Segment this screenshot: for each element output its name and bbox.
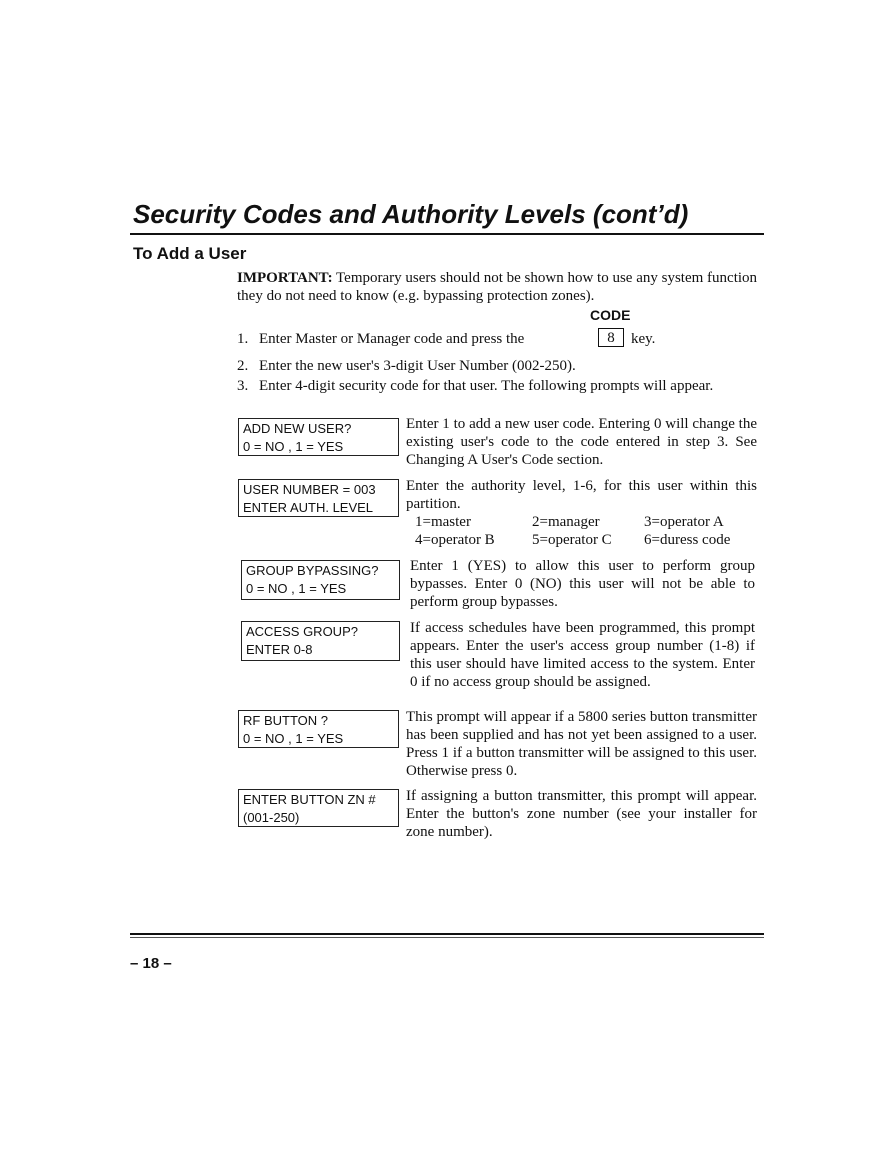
authority-level: 2=manager — [532, 514, 600, 530]
title-divider — [130, 233, 764, 235]
lcd-line-2: (001-250) — [243, 810, 300, 825]
lcd-prompt-rf-button — [238, 710, 399, 748]
step-1 — [237, 330, 524, 348]
code-label: CODE — [590, 307, 631, 323]
step-number: 2. — [237, 358, 249, 374]
authority-level: 3=operator A — [644, 514, 724, 530]
step-3 — [237, 377, 737, 395]
lcd-prompt-add-new-user — [238, 418, 399, 456]
step-text: Enter the new user's 3-digit User Number (002-250). — [259, 358, 576, 374]
page-number: – 18 – — [130, 955, 172, 972]
page-title: Security Codes and Authority Levels (cont’d) — [133, 199, 689, 229]
prompt-description: Enter 1 (YES) to allow this user to perform group bypasses. Enter 0 (NO) this user will not be able to perform group bypasses. — [410, 558, 755, 610]
prompt-description: This prompt will appear if a 5800 series button transmitter has been supplied and has not yet been assigned to a user. Press 1 if a button transmitter will be assigned to this user. Otherwise press 0. — [406, 709, 757, 779]
step-number: 1. — [237, 331, 249, 347]
important-text: Temporary users should not be shown how to use any system function they do not need to know (e.g. bypassing protection zones). — [237, 270, 758, 304]
code-key-8: 8 — [598, 328, 624, 347]
lcd-prompt-group-bypassing — [241, 560, 400, 600]
important-note — [237, 269, 763, 305]
important-label: IMPORTANT: — [237, 270, 333, 286]
lcd-line-1: USER NUMBER = 003 — [243, 482, 376, 497]
lcd-line-2: 0 = NO , 1 = YES — [246, 581, 347, 596]
step-text: Enter 4-digit security code for that user. The following prompts will appear. — [259, 378, 714, 394]
section-heading: To Add a User — [133, 244, 247, 263]
authority-level-list — [415, 513, 760, 549]
authority-level: 4=operator B — [415, 532, 495, 548]
footer-divider — [130, 933, 764, 935]
lcd-line-1: GROUP BYPASSING? — [246, 563, 379, 578]
lcd-prompt-user-number — [238, 479, 399, 517]
lcd-line-1: RF BUTTON ? — [243, 713, 328, 728]
lcd-line-1: ACCESS GROUP? — [246, 624, 358, 639]
step-2 — [237, 357, 576, 375]
prompt-description: Enter the authority level, 1-6, for this user within this partition. — [406, 478, 757, 512]
lcd-line-2: ENTER AUTH. LEVEL — [243, 500, 374, 515]
lcd-line-2: ENTER 0-8 — [246, 642, 313, 657]
step-text: Enter Master or Manager code and press the — [259, 331, 525, 347]
step-1-suffix: key. — [631, 331, 656, 347]
lcd-prompt-button-zone — [238, 789, 399, 827]
prompt-description: If access schedules have been programmed, this prompt appears. Enter the user's access group number (1-8) if this user should have limited access to the system. Enter 0 if no access group should be assigned. — [410, 620, 755, 690]
prompt-description: If assigning a button transmitter, this prompt will appear. Enter the button's zone number (see your installer for zone number). — [406, 788, 757, 840]
authority-level: 5=operator C — [532, 532, 612, 548]
lcd-line-1: ADD NEW USER? — [243, 421, 352, 436]
lcd-line-2: 0 = NO , 1 = YES — [243, 731, 344, 746]
lcd-prompt-access-group — [241, 621, 400, 661]
authority-level: 1=master — [415, 514, 471, 530]
authority-level: 6=duress code — [644, 532, 731, 548]
lcd-line-2: 0 = NO , 1 = YES — [243, 439, 344, 454]
footer-divider-thin — [130, 937, 764, 938]
prompt-description: Enter 1 to add a new user code. Entering 0 will change the existing user's code to the code entered in step 3. See Changing A User's Code section. — [406, 416, 757, 468]
step-number: 3. — [237, 378, 249, 394]
lcd-line-1: ENTER BUTTON ZN # — [243, 792, 376, 807]
